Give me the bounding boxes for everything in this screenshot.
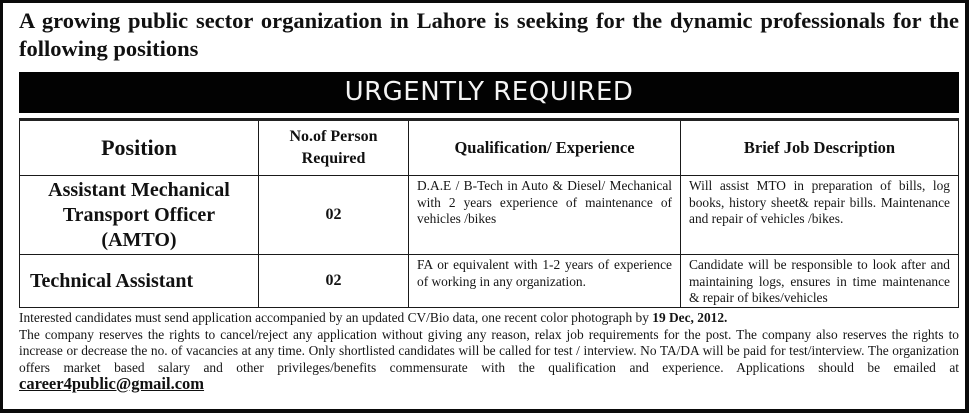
heading-line-2: following positions	[19, 36, 199, 61]
position-title-line-3: (AMTO)	[101, 228, 177, 251]
terms-text: The company reserves the rights to cancel/reject any application without giving any reason, relax job requirements for the post. The company also reserves the rights to increase or decrease the no. of vacancies at any time. Only shortlisted candidates will be called for test / interview. No TA/DA will be paid for test/interview. The organization offers market based salary and other privileges/benefits commensurate with the qualification and experience. Applications should be emailed at	[19, 326, 959, 375]
description-cell: Will assist MTO in preparation of bills, log books, history sheet& repair bills. Maintenance and repair of vehicles /bikes.	[681, 176, 959, 255]
description-cell: Candidate will be responsible to look after and maintaining logs, ensures in time maintenance & repair of bikes/vehicles	[681, 255, 959, 308]
table-row	[20, 176, 959, 255]
table-row	[20, 255, 959, 308]
header-qualification: Qualification/ Experience	[409, 120, 681, 176]
instructions-text: Interested candidates must send application accompanied by an updated CV/Bio data, one recent color photograph by	[19, 310, 653, 325]
header-persons-required	[259, 120, 409, 176]
qualification-cell: D.A.E / B-Tech in Auto & Diesel/ Mechanical with 2 years experience of maintenance of vehicles /bikes	[409, 176, 681, 255]
application-instructions	[19, 310, 959, 394]
table-header-row	[20, 120, 959, 176]
instructions-line-1	[19, 310, 959, 327]
position-title-line-2: Transport Officer	[62, 203, 216, 226]
header-persons-line-2: Required	[301, 150, 366, 167]
urgently-required-banner: URGENTLY REQUIRED	[19, 72, 959, 113]
position-title-line-1: Assistant Mechanical	[48, 178, 230, 201]
ad-heading	[19, 7, 959, 63]
header-persons-line-1: No.of Person	[289, 128, 378, 145]
header-description: Brief Job Description	[681, 120, 959, 176]
persons-required-cell: 02	[259, 255, 409, 308]
qualification-cell: FA or equivalent with 1-2 years of experience of working in any organization.	[409, 255, 681, 308]
position-cell	[20, 176, 259, 255]
header-position: Position	[20, 120, 259, 176]
heading-line-1: A growing public sector organization in Lahore is seeking for the dynamic professionals for the	[19, 8, 959, 33]
terms-paragraph	[19, 327, 959, 394]
persons-required-cell: 02	[259, 176, 409, 255]
position-cell: Technical Assistant	[20, 255, 259, 308]
contact-email-link[interactable]: career4public@gmail.com	[19, 374, 205, 393]
application-deadline: 19 Dec, 2012.	[652, 310, 728, 325]
positions-table	[19, 118, 959, 308]
